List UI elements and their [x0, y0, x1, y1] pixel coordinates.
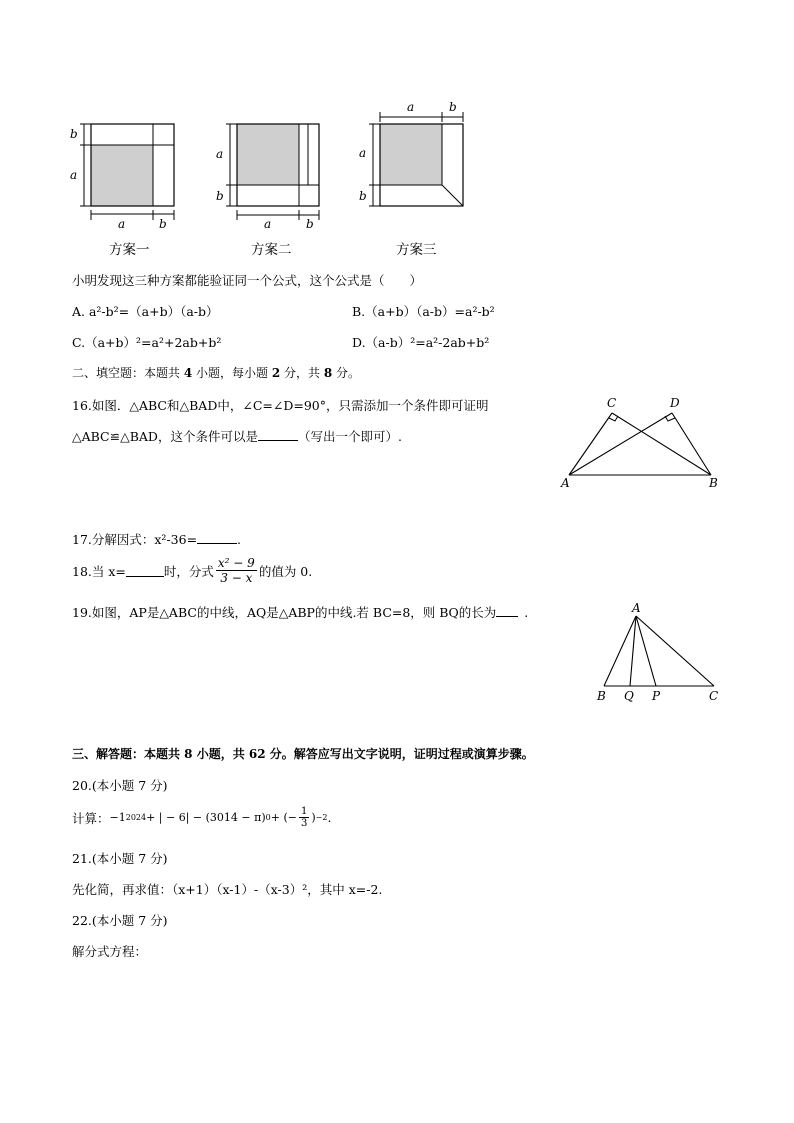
q19-figure: [590, 600, 730, 708]
q22-heading: 22.(本小题 7 分): [72, 913, 168, 928]
scheme-1-a-left: a: [70, 168, 78, 182]
scheme-1-figure: [62, 118, 182, 230]
scheme-3-b-left: b: [359, 189, 367, 203]
scheme-2-a-left: a: [216, 147, 224, 161]
q20-fraction: $\frac{1}{3}$: [300, 806, 308, 829]
scheme-2-b-bottom: b: [306, 217, 314, 231]
q19-point-p: P: [652, 689, 661, 703]
q19-point-c: C: [709, 689, 719, 703]
scheme-2-b-left: b: [216, 189, 224, 203]
scheme-1-shaded-square: [91, 145, 153, 206]
section-3-heading: 三、解答题：本题共 8 小题，共 62 分。解答应写出文字说明，证明过程或演算步骤。: [72, 747, 534, 761]
q20-expression: 计算： −1 2024 + | − 6| − (3014 − π) 0 + (− $\frac{1}{3}$ ) −2 .: [72, 806, 332, 829]
scheme-2-figure: [210, 118, 330, 233]
q19: 19.如图，AP是△ABC的中线，AQ是△ABP的中线.若 BC=8，则 BQ的长为 .: [72, 605, 529, 620]
q16-point-c: C: [607, 396, 617, 410]
q18-answer-blank[interactable]: [126, 564, 164, 577]
scheme-1-caption: 方案一: [109, 242, 150, 258]
scheme-1-b-left: b: [70, 127, 78, 141]
scheme-3-b-top: b: [449, 100, 457, 114]
q16-figure: [555, 393, 727, 493]
q15-stem: 小明发现这三种方案都能验证同一个公式，这个公式是（ ）: [72, 273, 423, 288]
scheme-3-shaded-square: [380, 124, 442, 185]
q15-option-a[interactable]: A. a²-b²=（a+b）（a-b）: [72, 304, 219, 319]
scheme-2-shaded-square: [237, 124, 299, 185]
scheme-3-a-top: a: [407, 100, 415, 114]
q19-point-b: B: [597, 689, 606, 703]
scheme-2-caption: 方案二: [251, 242, 292, 258]
q15-option-b[interactable]: B.（a+b）（a-b）=a²-b²: [352, 304, 495, 319]
scheme-3-a-left: a: [359, 146, 367, 160]
q21-text: 先化简，再求值：（x+1）（x-1）-（x-3）²，其中 x=-2.: [72, 882, 383, 897]
q15-option-c[interactable]: C.（a+b）²=a²+2ab+b²: [72, 335, 222, 350]
section-2-heading: 二、填空题：本题共 4 小题，每小题 2 分，共 8 分。: [72, 366, 361, 380]
q16-point-a: A: [561, 476, 570, 490]
scheme-1-a-bottom: a: [118, 217, 126, 230]
q18-fraction: $\frac{\text{x² − 9}}{3 - x}$: [217, 556, 255, 585]
q22-text: 解分式方程：: [72, 944, 148, 959]
q16-point-b: B: [709, 476, 718, 490]
scheme-3-figure: [352, 98, 470, 212]
q19-answer-blank[interactable]: [496, 616, 518, 617]
q19-point-a: A: [632, 601, 641, 615]
q17-answer-blank[interactable]: [197, 543, 237, 544]
q16-line-2: △ABC≌△BAD，这个条件可以是 （写出一个即可）.: [72, 429, 402, 444]
scheme-1-b-bottom: b: [159, 217, 167, 230]
q16-answer-blank[interactable]: [258, 440, 298, 441]
scheme-2-a-bottom: a: [264, 217, 272, 231]
q20-heading: 20.(本小题 7 分): [72, 778, 168, 793]
q19-point-q: Q: [624, 689, 634, 703]
q15-option-d[interactable]: D.（a-b）²=a²-2ab+b²: [352, 335, 490, 350]
q21-heading: 21.(本小题 7 分): [72, 851, 168, 866]
q17: 17.分解因式：x²-36= .: [72, 532, 242, 547]
q16-point-d: D: [670, 396, 680, 410]
scheme-3-caption: 方案三: [396, 242, 437, 258]
q18: 18.当 x= 时，分式 $\frac{\text{x² − 9}}{3 - x}$ 的值为 0.: [72, 556, 313, 585]
q16-line-1: 16.如图．△ABC和△BAD中，∠C=∠D=90°，只需添加一个条件即可证明: [72, 398, 489, 413]
